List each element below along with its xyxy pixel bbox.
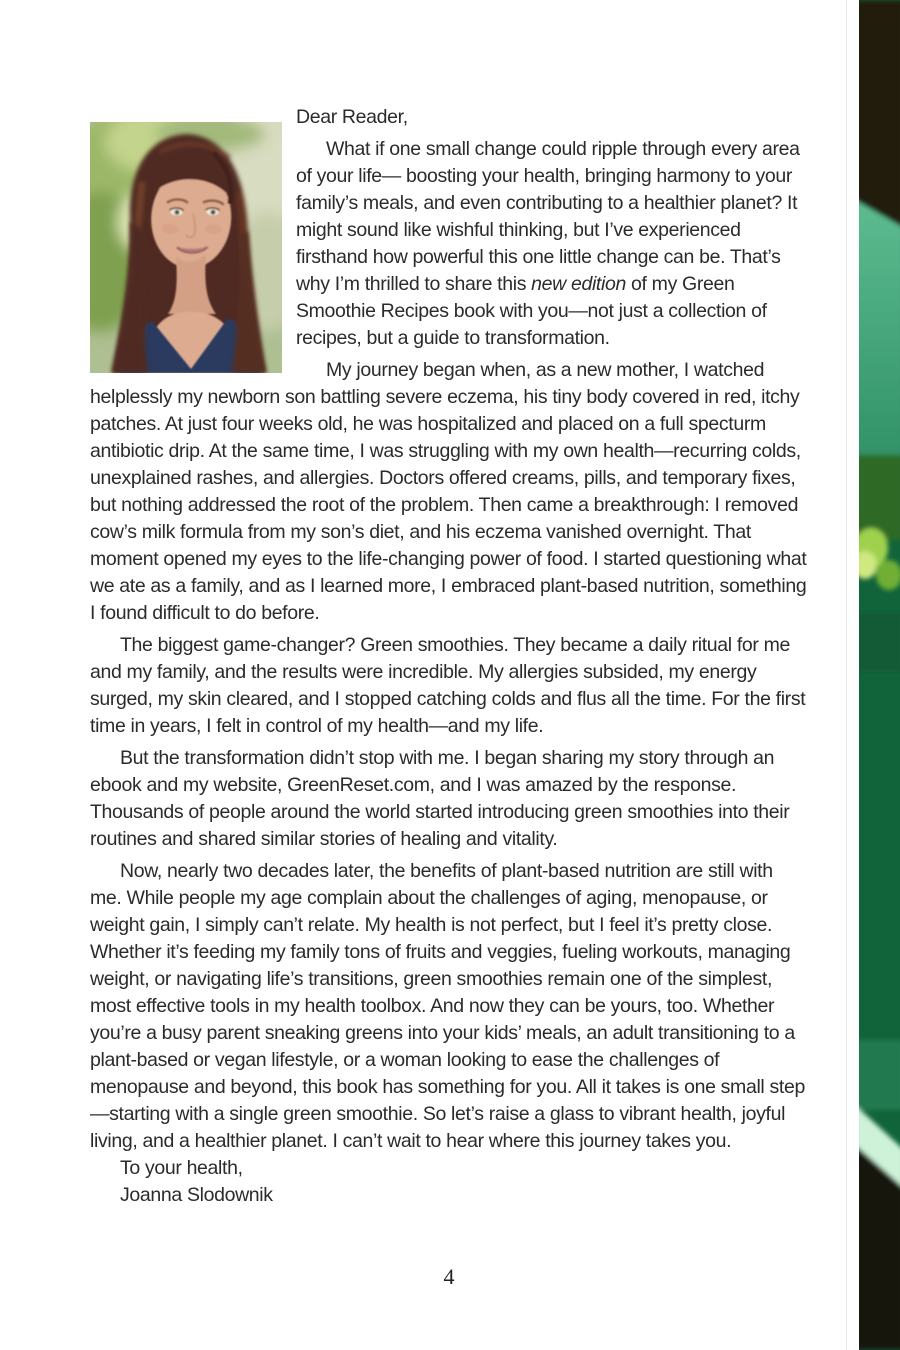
paragraph-sharing: But the transformation didn’t stop with me. I began sharing my story through an ebook and my website, GreenReset.com, and I was amazed by the response. Thousands of people around the world started introducing green smoothies into their routines and shared similar stories of healing and vitality. (90, 747, 790, 850)
page-edge-divider (846, 0, 847, 1350)
side-photo-strip (859, 0, 900, 1350)
letter-content (90, 104, 808, 1209)
paragraph-intro-text-after: of my Green Smoothie Recipes book with you—not just a collection of recipes, but a guide to transformation. (296, 273, 767, 349)
new-edition-italic: new edition (531, 273, 626, 295)
page-number: 4 (443, 1264, 455, 1289)
author-photo-illustration (90, 122, 282, 373)
author-photo (90, 122, 282, 373)
paragraph-now: Now, nearly two decades later, the benefits of plant-based nutrition are still with me. While people my age complain about the challenges of aging, menopause, or weight gain, I simply can’t relate. My health is not perfect, but I feel it’s pretty close. Whether it’s feeding my family tons of fruits and veggies, fueling workouts, managing weight, or navigating life’s transitions, green smoothies remain one of the simplest, most effective tools in my health toolbox. And now they can be yours, too. Whether you’re a busy parent sneaking greens into your kids’ meals, an adult transitioning to a plant-based or vegan lifestyle, or a woman looking to ease the challenges of menopause and beyond, this book has something for you. All it takes is one small step—starting with a single green smoothie. So let’s raise a glass to vibrant health, joyful living, and a healthier planet. I can’t wait to hear where this journey takes you. (90, 860, 805, 1152)
salutation: Dear Reader, (296, 106, 408, 128)
signature: Joanna Slodownik (120, 1184, 273, 1206)
teal-band (859, 190, 900, 470)
dark-top (859, 0, 900, 228)
paragraph-journey: My journey began when, as a new mother, I watched helplessly my newborn son battling severe eczema, his tiny body covered in red, itchy patches. At just four weeks old, he was hospitalized and placed on a full specturm antibiotic drip. At the same time, I was struggling with my own health—recurring colds, unexplained rashes, and allergies. Doctors offered creams, pills, and temporary fixes, but nothing addressed the root of the problem. Then came a breakthrough: I removed cow’s milk formula from my son’s diet, and his eczema vanished overnight. That moment opened my eyes to the life-changing power of food. I started questioning what we ate as a family, and as I learned more, I embraced plant-based nutrition, something I found difficult to do before. (90, 359, 807, 624)
paragraph-intro-text: What if one small change could ripple through every area of your life— boosting your health, bringing harmony to your family’s meals, and even contributing to a healthier planet? It might sound like wishful thinking, but I’ve experienced firsthand how powerful this one little change can be. That’s why I’m thrilled to share this (296, 138, 800, 295)
closing-line: To your health, (120, 1157, 243, 1179)
paragraph-game-changer: The biggest game-changer? Green smoothies. They became a daily ritual for me and my family, and the results were incredible. My allergies subsided, my energy surged, my skin cleared, and I stopped catching colds and flus all the time. For the first time in years, I felt in control of my health—and my life. (90, 634, 806, 737)
